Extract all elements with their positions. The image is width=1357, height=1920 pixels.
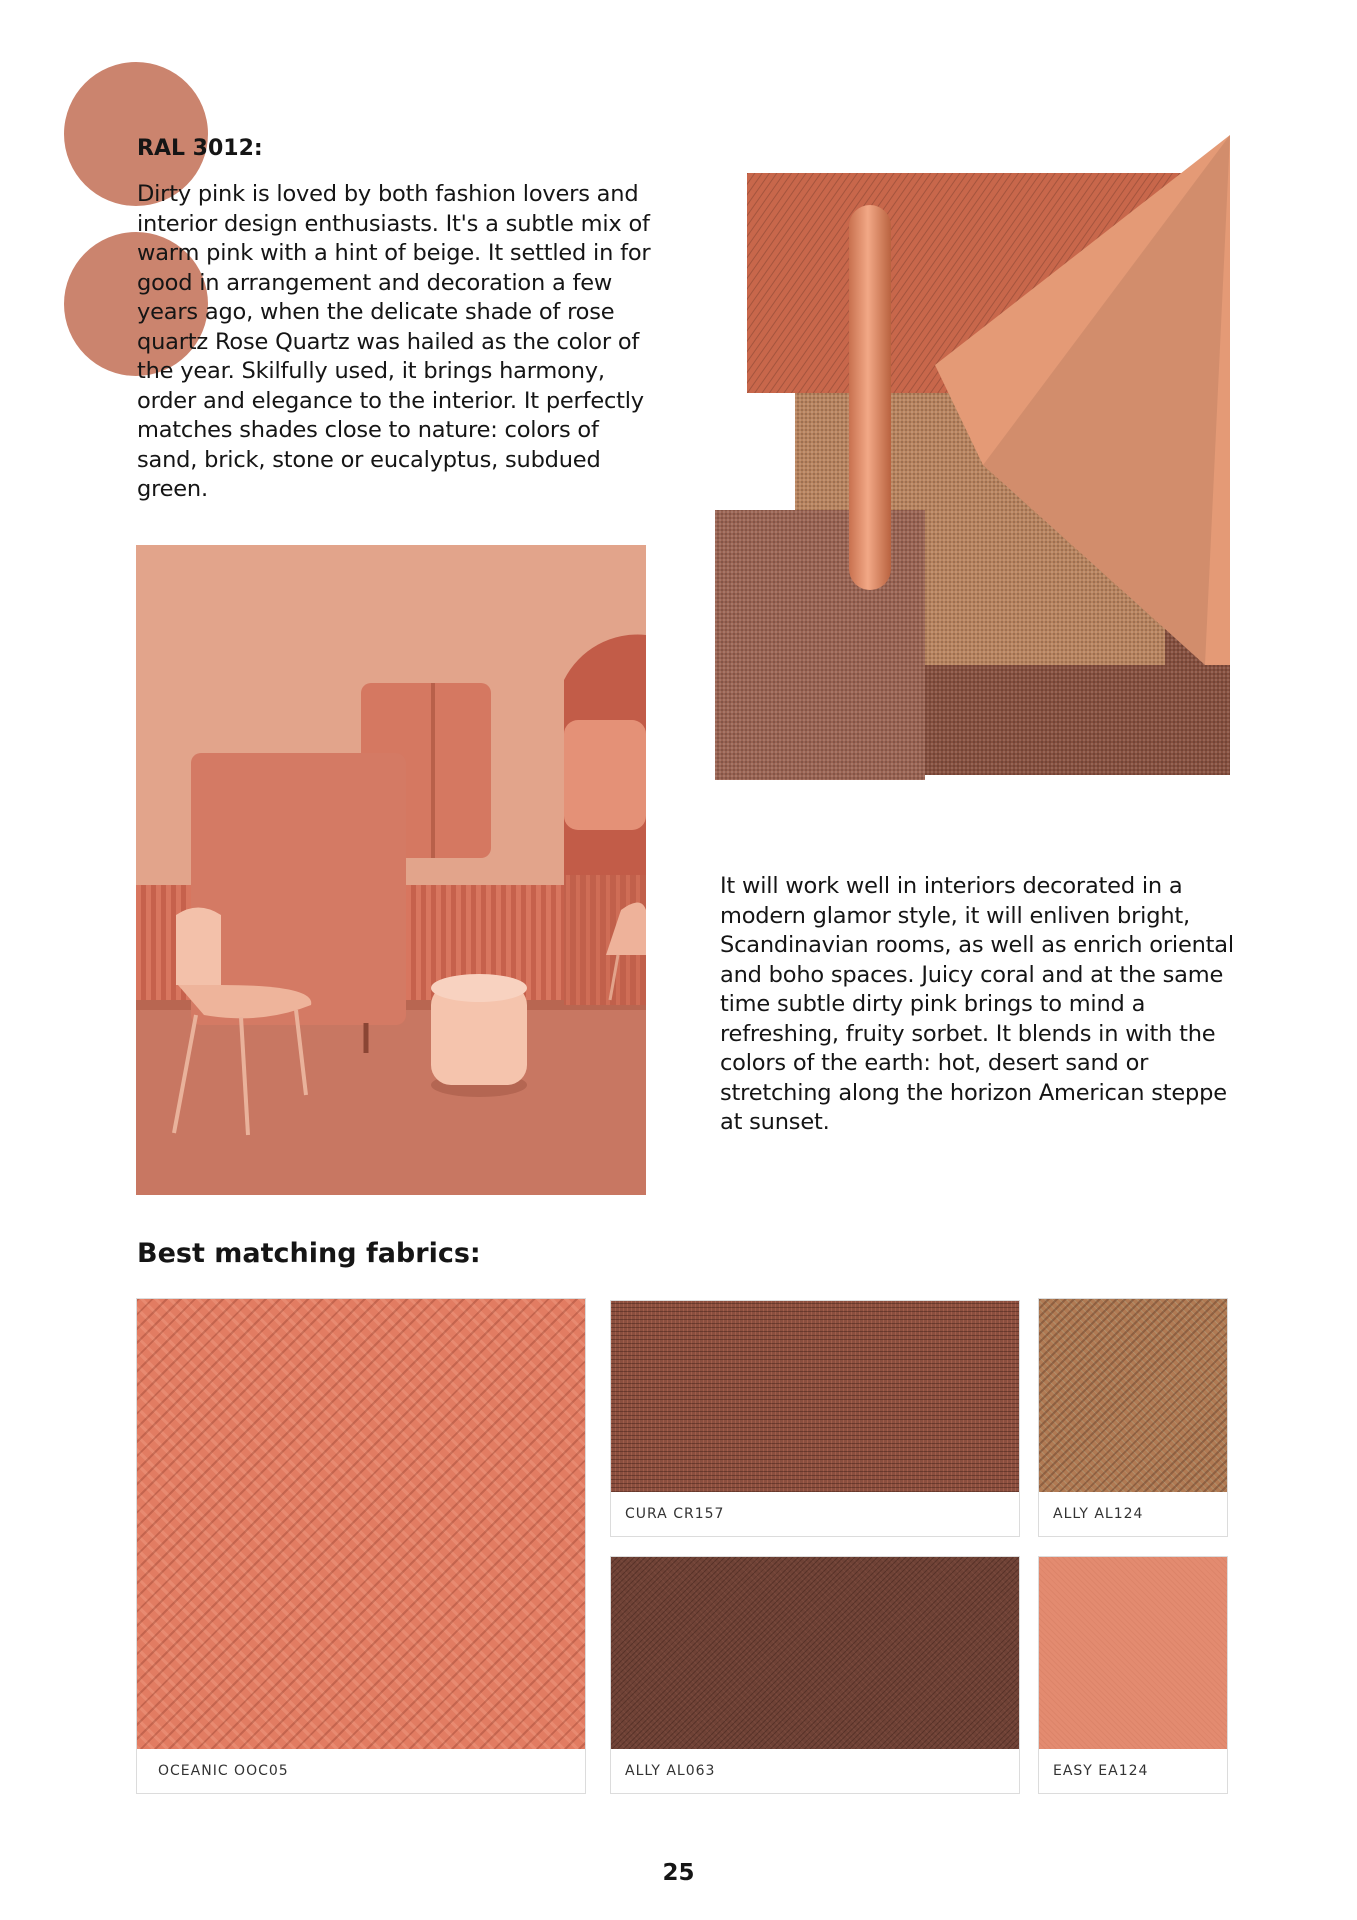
fabrics-heading: Best matching fabrics:	[137, 1238, 481, 1269]
fabric-swatch	[137, 1299, 585, 1749]
fabric-label: EASY EA124	[1053, 1763, 1149, 1779]
fabric-swatch	[1039, 1557, 1227, 1749]
fabric-card-ally-al124	[1038, 1298, 1228, 1537]
fabric-label: CURA CR157	[625, 1506, 725, 1522]
room-interior-photo	[136, 545, 646, 1195]
fabric-label: ALLY AL063	[625, 1763, 716, 1779]
second-paragraph: It will work well in interiors decorated in a modern glamor style, it will enliven bright, Scandinavian rooms, as well as enrich oriental and boho spaces. Juicy coral and at the same time subtle dirty pink brings to mind a refreshing, fruity sorbet. It blends in with the colors of the earth: hot, desert sand or stretching along the horizon American steppe at sunset.	[720, 873, 1234, 1135]
page-number: 25	[662, 1860, 695, 1886]
intro-paragraph: Dirty pink is loved by both fashion lovers and interior design enthusiasts. It's a subtle mix of warm pink with a hint of beige. It settled in for good in arrangement and decoration a few years ago, when the delicate shade of rose quartz Rose Quartz was hailed as the color of the year. Skilfully used, it brings harmony, order and elegance to the interior. It perfectly matches shades close to nature: colors of sand, brick, stone or eucalyptus, subdued green.	[137, 181, 651, 502]
fabric-label: OCEANIC OOC05	[158, 1763, 289, 1779]
fabric-swatch	[1039, 1299, 1227, 1492]
fabric-swatch	[611, 1557, 1019, 1749]
fabric-card-ally-al063	[610, 1556, 1020, 1794]
fabric-label: ALLY AL124	[1053, 1506, 1144, 1522]
fabric-card-easy	[1038, 1556, 1228, 1794]
fabric-card-cura	[610, 1300, 1020, 1537]
fabric-card-oceanic	[136, 1298, 586, 1794]
ral-heading: RAL 3012:	[137, 136, 263, 161]
fabric-swatch	[611, 1301, 1019, 1492]
fabric-stack-photo	[715, 135, 1230, 780]
